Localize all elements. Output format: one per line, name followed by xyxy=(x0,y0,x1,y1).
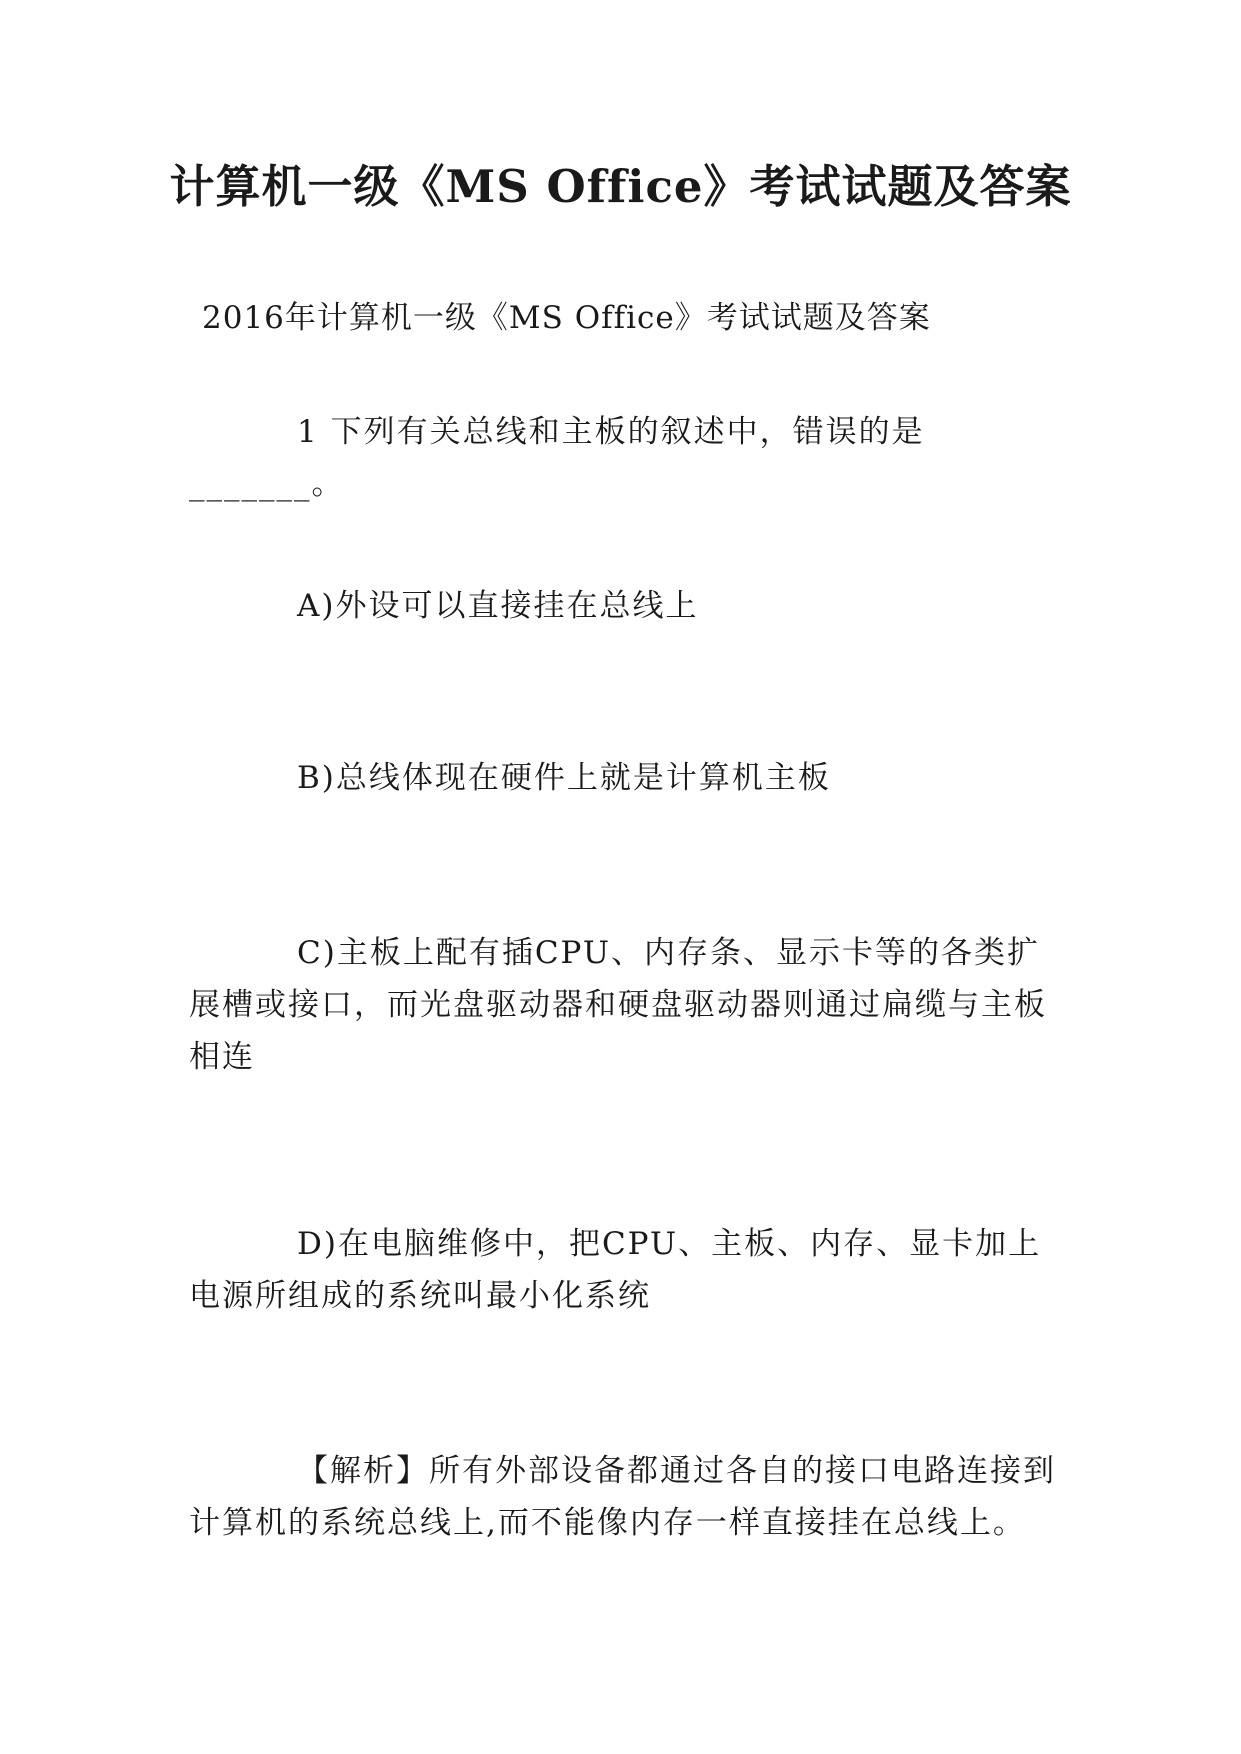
option-a: A)外设可以直接挂在总线上 xyxy=(297,588,699,624)
question-text: 1 下列有关总线和主板的叙述中，错误的是_______。 xyxy=(189,414,925,502)
option-d: D)在电脑维修中，把CPU、主板、内存、显卡加上电源所组成的系统叫最小化系统 xyxy=(189,1226,1042,1314)
analysis-text: 【解析】所有外部设备都通过各自的接口电路连接到计算机的系统总线上,而不能像内存一样直接挂在总线上。 xyxy=(189,1453,1056,1541)
option-b: B)总线体现在硬件上就是计算机主板 xyxy=(297,760,831,796)
document-subtitle: 2016年计算机一级《MS Office》考试试题及答案 xyxy=(202,300,931,336)
document-title: 计算机一级《MS Office》考试试题及答案 xyxy=(169,160,1072,213)
option-c: C)主板上配有插CPU、内存条、显示卡等的各类扩展槽或接口，而光盘驱动器和硬盘驱动器则通过扁缆与主板相连 xyxy=(189,935,1047,1075)
